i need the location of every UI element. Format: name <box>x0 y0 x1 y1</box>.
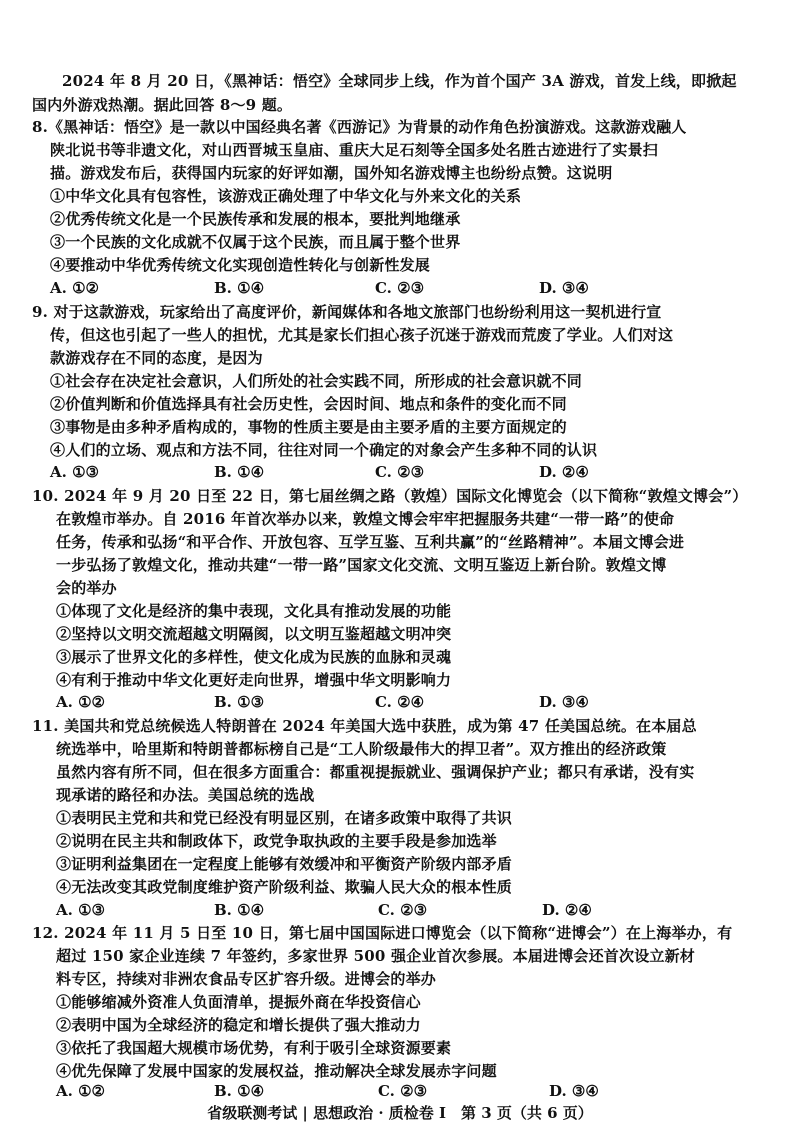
question-12-stem: 超过 150 家企业连续 7 年签约，多家世界 500 强企业首次参展。本届进博会还首次设立新材 <box>56 947 695 965</box>
question-9-options <box>0 461 800 483</box>
question-11-stem: 11. 美国共和党总统候选人特朗普在 2024 年美国大选中获胜，成为第 47 任美国总统。在本届总 <box>32 717 697 735</box>
question-12-statement: ④优先保障了发展中国家的发展权益，推动解决全球发展赤字问题 <box>56 1062 497 1080</box>
question-12-stem: 料专区，持续对非洲农食品专区扩容升级。进博会的举办 <box>56 970 437 988</box>
question-10-statement: ①体现了文化是经济的集中表现，文化具有推动发展的功能 <box>56 602 452 620</box>
option-b[interactable]: B. ①④ <box>214 901 265 919</box>
option-b[interactable]: B. ①④ <box>214 463 265 481</box>
question-10-options <box>0 691 800 713</box>
question-11-stem: 现承诺的路径和办法。美国总统的选战 <box>56 786 315 804</box>
option-b[interactable]: B. ①③ <box>214 693 265 711</box>
page-footer: 省级联测考试 | 思想政治 · 质检卷 Ⅰ 第 3 页（共 6 页） <box>207 1104 593 1122</box>
option-a[interactable]: A. ①② <box>56 1082 105 1100</box>
question-8-stem: 陕北说书等非遗文化，对山西晋城玉皇庙、重庆大足石刻等全国多处名胜古迹进行了实景扫 <box>50 141 659 159</box>
question-8-stem: 描。游戏发布后，获得国内玩家的好评如潮，国外知名游戏博主也纷纷点赞。这说明 <box>50 164 613 182</box>
question-11-stem: 虽然内容有所不同，但在很多方面重合：都重视提振就业、强调保护产业；都只有承诺，没有实 <box>56 763 695 781</box>
question-12-stem: 12. 2024 年 11 月 5 日至 10 日，第七届中国国际进口博览会（以下简称“进博会”）在上海举办，有 <box>32 924 733 942</box>
question-8-statement: ①中华文化具有包容性，该游戏正确处理了中华文化与外来文化的关系 <box>50 187 522 205</box>
question-8-statement: ③一个民族的文化成就不仅属于这个民族，而且属于整个世界 <box>50 233 461 251</box>
question-10-stem: 在敦煌市举办。自 2016 年首次举办以来，敦煌文博会牢牢把握服务共建“一带一路”的使命 <box>56 510 675 528</box>
option-d[interactable]: D. ③④ <box>549 1082 599 1100</box>
question-11-statement: ③证明利益集团在一定程度上能够有效缓冲和平衡资产阶级内部矛盾 <box>56 855 513 873</box>
question-9-stem: 9. 对于这款游戏，玩家给出了高度评价，新闻媒体和各地文旅部门也纷纷利用这一契机进行宣 <box>32 303 662 321</box>
option-c[interactable]: C. ②③ <box>375 279 425 297</box>
option-d[interactable]: D. ②④ <box>539 463 589 481</box>
question-10-stem: 任务，传承和弘扬“和平合作、开放包容、互学互鉴、互利共赢”的“丝路精神”。本届文博会进 <box>56 533 685 551</box>
question-10-statement: ②坚持以文明交流超越文明隔阂，以文明互鉴超越文明冲突 <box>56 625 452 643</box>
question-10-stem: 会的举办 <box>56 579 117 597</box>
question-10-stem: 一步弘扬了敦煌文化，推动共建“一带一路”国家文化交流、文明互鉴迈上新台阶。敦煌文博 <box>56 556 667 574</box>
question-12-statement: ③依托了我国超大规模市场优势，有利于吸引全球资源要素 <box>56 1039 452 1057</box>
question-8-options <box>0 277 800 299</box>
question-8-stem: 8.《黑神话：悟空》是一款以中国经典名著《西游记》为背景的动作角色扮演游戏。这款游戏融人 <box>32 118 687 136</box>
intro-line: 国内外游戏热潮。据此回答 8～9 题。 <box>32 96 293 114</box>
question-9-statement: ②价值判断和价值选择具有社会历史性，会因时间、地点和条件的变化而不同 <box>50 395 567 413</box>
option-a[interactable]: A. ①③ <box>56 901 105 919</box>
option-c[interactable]: C. ②③ <box>378 901 428 919</box>
question-12-statement: ①能够缩减外资准人负面清单，提振外商在华投资信心 <box>56 993 421 1011</box>
option-d[interactable]: D. ③④ <box>539 279 589 297</box>
option-c[interactable]: C. ②③ <box>375 463 425 481</box>
question-12-options <box>0 1080 800 1102</box>
question-10-statement: ③展示了世界文化的多样性，使文化成为民族的血脉和灵魂 <box>56 648 452 666</box>
option-a[interactable]: A. ①② <box>50 279 99 297</box>
option-c[interactable]: C. ②③ <box>378 1082 428 1100</box>
question-9-statement: ①社会存在决定社会意识，人们所处的社会实践不同，所形成的社会意识就不同 <box>50 372 583 390</box>
question-8-statement: ②优秀传统文化是一个民族传承和发展的根本，要批判地继承 <box>50 210 461 228</box>
question-9-stem: 传，但这也引起了一些人的担忧，尤其是家长们担心孩子沉迷于游戏而荒废了学业。人们对这 <box>50 326 674 344</box>
question-11-statement: ②说明在民主共和制政体下，政党争取执政的主要手段是参加选举 <box>56 832 497 850</box>
question-10-statement: ④有利于推动中华文化更好走向世界，增强中华文明影响力 <box>56 671 452 689</box>
option-d[interactable]: D. ②④ <box>542 901 592 919</box>
question-11-statement: ④无法改变其政党制度维护资产阶级利益、欺骗人民大众的根本性质 <box>56 878 513 896</box>
question-11-stem: 统选举中，哈里斯和特朗普都标榜自己是“工人阶级最伟大的捍卫者”。双方推出的经济政策 <box>56 740 667 758</box>
option-d[interactable]: D. ③④ <box>539 693 589 711</box>
option-a[interactable]: A. ①② <box>56 693 105 711</box>
question-9-stem: 款游戏存在不同的态度，是因为 <box>50 349 263 367</box>
option-a[interactable]: A. ①③ <box>50 463 99 481</box>
question-11-options <box>0 899 800 921</box>
intro-line: 2024 年 8 月 20 日，《黑神话：悟空》全球同步上线，作为首个国产 3A 游戏，首发上线，即掀起 <box>62 72 737 90</box>
question-10-stem: 10. 2024 年 9 月 20 日至 22 日，第七届丝绸之路（敦煌）国际文化博览会（以下简称“敦煌文博会”） <box>32 487 748 505</box>
question-9-statement: ③事物是由多种矛盾构成的，事物的性质主要是由主要矛盾的主要方面规定的 <box>50 418 567 436</box>
option-b[interactable]: B. ①④ <box>214 279 265 297</box>
question-11-statement: ①表明民主党和共和党已经没有明显区别，在诸多政策中取得了共识 <box>56 809 513 827</box>
option-b[interactable]: B. ①④ <box>214 1082 265 1100</box>
option-c[interactable]: C. ②④ <box>375 693 425 711</box>
question-8-statement: ④要推动中华优秀传统文化实现创造性转化与创新性发展 <box>50 256 431 274</box>
question-12-statement: ②表明中国为全球经济的稳定和增长提供了强大推动力 <box>56 1016 421 1034</box>
question-9-statement: ④人们的立场、观点和方法不同，往往对同一个确定的对象会产生多种不同的认识 <box>50 441 598 459</box>
